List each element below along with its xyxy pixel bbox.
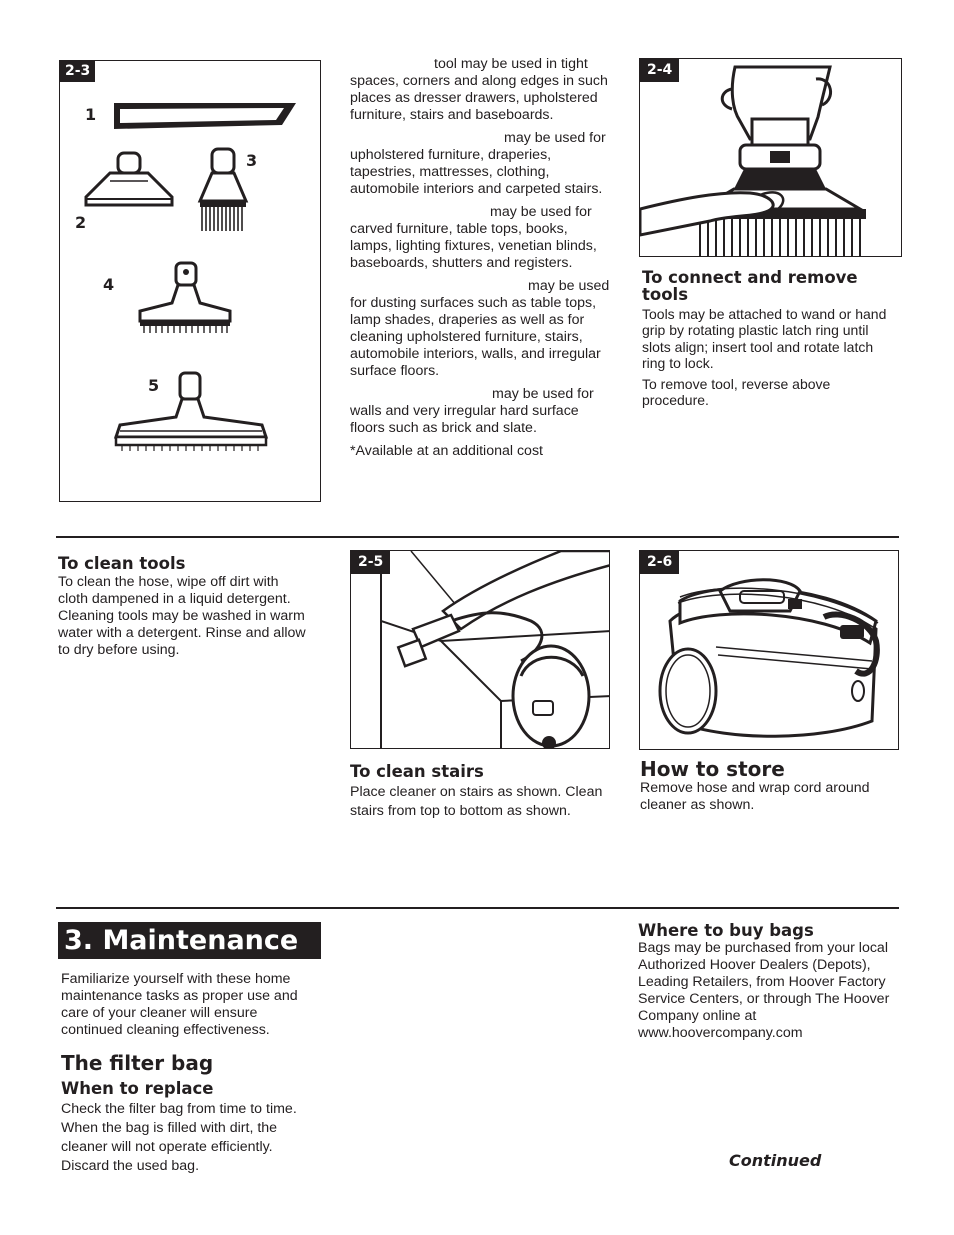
how-to-store-text: Remove hose and wrap cord around cleaner as shown. xyxy=(640,780,870,813)
where-to-buy-bags-section xyxy=(638,922,898,1042)
tool-number-4: 4 xyxy=(103,275,115,294)
crevice-tool-description: tool may be used in tight spaces, corners and along edges in such places as dresser drawers, upholstered furniture, stairs and baseboards. xyxy=(350,56,608,123)
figure-label: 2-3 xyxy=(60,61,95,82)
figure-2-5-stairs xyxy=(350,550,610,749)
how-to-store-section xyxy=(640,758,900,814)
how-to-store-heading: How to store xyxy=(640,757,785,781)
floor-brush-description: may be used for walls and very irregular hard surface floors such as brick and slate. xyxy=(350,386,594,436)
figure-label: 2-5 xyxy=(351,551,390,574)
clean-tools-heading: To clean tools xyxy=(58,554,186,573)
upholstery-tool-description: may be used for upholstered furniture, draperies, tapestries, mattresses, clothing, automobile interiors and carpeted stairs. xyxy=(350,130,606,197)
figure-2-3-tools xyxy=(59,60,321,502)
when-to-replace-text: Check the filter bag from time to time. When the bag is filled with dirt, the cleaner will not operate efficiently. Discard the used bag. xyxy=(61,1101,297,1174)
when-to-replace-heading: When to replace xyxy=(61,1079,214,1098)
tool-descriptions xyxy=(350,56,612,466)
remove-tools-text: To remove tool, reverse above procedure. xyxy=(642,376,831,409)
dusting-brush-image xyxy=(194,147,254,235)
continued-label: Continued xyxy=(729,1151,822,1170)
cleaning-stairs-image xyxy=(351,551,610,749)
filter-bag-heading: The filter bag xyxy=(61,1051,214,1075)
figure-label: 2-6 xyxy=(640,551,679,574)
connect-tools-text: Tools may be attached to wand or hand grip by rotating plastic latch ring until slots align; insert tool and rotate latch ring to lock. xyxy=(642,306,887,371)
section-divider xyxy=(56,536,899,538)
figure-2-4-connect-tools xyxy=(639,58,902,257)
additional-cost-note: *Available at an additional cost xyxy=(350,443,543,459)
furniture-brush-description: may be used for dusting surfaces such as table tops, lamp shades, draperies as well as for cleaning upholstered furniture, stairs, automobile interiors, walls, and irregular surface floors. xyxy=(350,278,610,379)
maintenance-intro: Familiarize yourself with these home maintenance tasks as proper use and care of your cleaner will ensure continued cleaning effectiveness. xyxy=(61,971,298,1038)
figure-2-6-store xyxy=(639,550,899,750)
upholstery-tool-image xyxy=(80,151,180,211)
section-divider xyxy=(56,907,899,909)
dusting-brush-description: may be used for carved furniture, table tops, books, lamps, lighting fixtures, venetian blinds, baseboards, shutters and registers. xyxy=(350,204,597,271)
stored-cleaner-image xyxy=(640,551,899,750)
tool-number-3: 3 xyxy=(246,151,258,170)
floor-brush-image xyxy=(110,371,272,457)
where-to-buy-bags-heading: Where to buy bags xyxy=(638,921,814,940)
clean-stairs-section xyxy=(350,763,605,821)
maintenance-section-title: 3. Maintenance xyxy=(58,922,321,959)
crevice-tool-image xyxy=(110,99,300,135)
connect-tools-heading: To connect and remove tools xyxy=(642,268,858,304)
where-to-buy-bags-text: Bags may be purchased from your local Authorized Hoover Dealers (Depots), Leading Retailers, from Hoover Factory Service Centers, or through The Hoover Company online at www.hoovercompany.com xyxy=(638,940,890,1041)
figure-label: 2-4 xyxy=(640,59,679,82)
clean-tools-text: To clean the hose, wipe off dirt with cloth dampened in a liquid detergent. Cleaning tools may be washed in warm water with a detergent. Rinse and allow to dry before using. xyxy=(58,574,306,658)
tool-number-1: 1 xyxy=(85,105,97,124)
filter-bag-section xyxy=(61,1052,316,1176)
tool-number-5: 5 xyxy=(148,376,160,395)
connect-tools-section xyxy=(642,269,897,415)
furniture-brush-image xyxy=(134,259,238,339)
clean-stairs-text: Place cleaner on stairs as shown. Clean stairs from top to bottom as shown. xyxy=(350,784,603,819)
clean-stairs-heading: To clean stairs xyxy=(350,762,484,781)
hand-attaching-tool-image xyxy=(640,59,902,257)
tool-number-2: 2 xyxy=(75,213,87,232)
clean-tools-section xyxy=(58,555,308,659)
